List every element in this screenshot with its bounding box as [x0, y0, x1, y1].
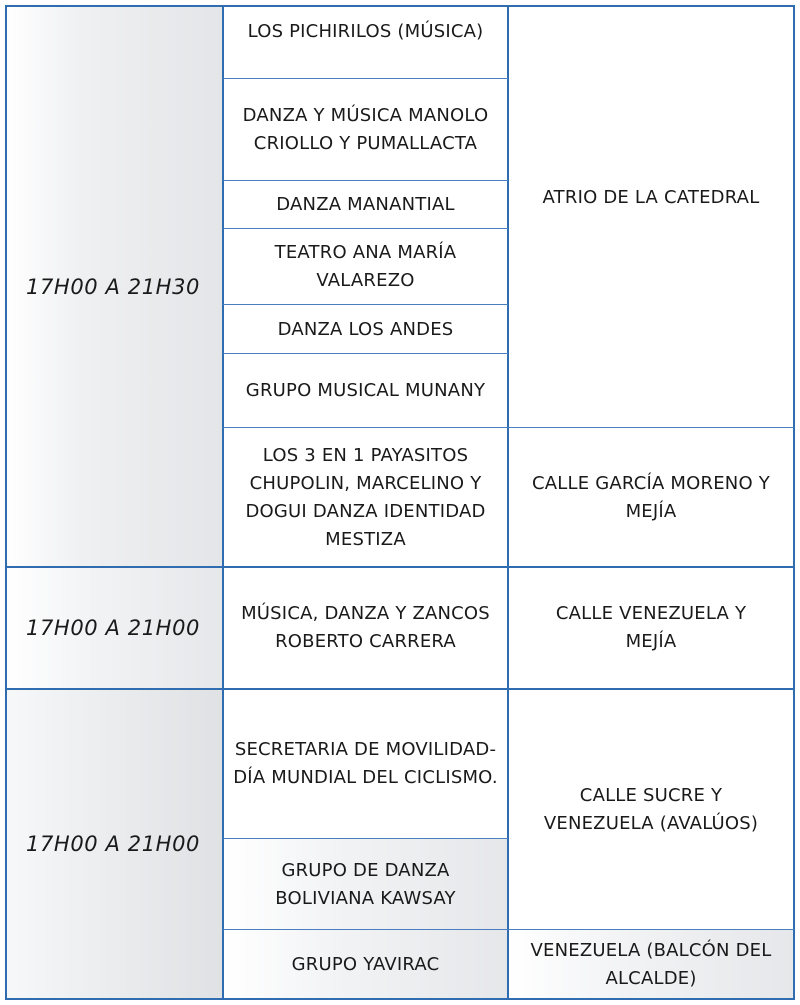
- time-label: 17H00 A 21H00: [26, 832, 200, 856]
- activity-label: GRUPO YAVIRAC: [291, 953, 440, 975]
- activity-label: TEATRO ANA MARÍA VALAREZO: [274, 242, 457, 291]
- activity-cell: [223, 6, 508, 79]
- time-label: 17H00 A 21H30: [26, 274, 200, 299]
- activity-cell: [223, 567, 508, 689]
- activity-cell: [223, 354, 508, 428]
- activity-label: GRUPO DE DANZA BOLIVIANA KAWSAY: [275, 859, 456, 909]
- activity-cell: [223, 428, 508, 567]
- location-label: CALLE SUCRE Y VENEZUELA (AVALÚOS): [543, 784, 759, 834]
- location-cell: [508, 428, 794, 567]
- row-divider: [223, 838, 508, 839]
- location-label: CALLE GARCÍA MORENO Y MEJÍA: [532, 472, 770, 522]
- time-cell: [6, 567, 223, 689]
- row-divider: [223, 78, 508, 79]
- location-label: VENEZUELA (BALCÓN DEL ALCALDE): [530, 939, 772, 989]
- activity-label: LOS 3 EN 1 PAYASITOS CHUPOLIN, MARCELINO Y DOGUI DANZA IDENTIDAD MESTIZA: [245, 444, 486, 550]
- row-divider: [223, 180, 508, 181]
- location-label: CALLE VENEZUELA Y MEJÍA: [555, 603, 747, 652]
- activity-label: DANZA MANANTIAL: [276, 194, 455, 215]
- row-divider: [223, 353, 508, 354]
- block-divider: [5, 566, 795, 568]
- table-border: [5, 998, 795, 1000]
- time-cell: [6, 6, 223, 567]
- activity-cell: [223, 305, 508, 354]
- block-divider: [5, 688, 795, 690]
- activity-cell: [223, 181, 508, 229]
- activity-label: GRUPO MUSICAL MUNANY: [245, 380, 486, 401]
- table-border: [793, 5, 795, 1000]
- time-cell: [6, 689, 223, 999]
- location-cell: [508, 6, 794, 428]
- activity-label: MÚSICA, DANZA Y ZANCOS ROBERTO CARRERA: [241, 603, 490, 652]
- activity-label: SECRETARIA DE MOVILIDAD- DÍA MUNDIAL DEL CICLISMO.: [233, 739, 498, 788]
- row-divider: [223, 427, 794, 428]
- activity-cell: [223, 79, 508, 181]
- table-border: [5, 5, 795, 7]
- table-border: [5, 5, 7, 1000]
- location-cell: [508, 930, 794, 999]
- location-cell: [508, 567, 794, 689]
- activity-cell: [223, 839, 508, 930]
- row-divider: [223, 304, 508, 305]
- activity-cell: [223, 689, 508, 839]
- activity-label: LOS PICHIRILOS (MÚSICA): [247, 21, 484, 42]
- location-cell: [508, 689, 794, 930]
- activity-cell: [223, 229, 508, 305]
- column-divider: [507, 5, 509, 1000]
- location-label: ATRIO DE LA CATEDRAL: [542, 187, 760, 208]
- activity-label: DANZA LOS ANDES: [277, 318, 454, 340]
- activity-cell: [223, 930, 508, 999]
- row-divider: [223, 228, 508, 229]
- row-divider: [223, 929, 794, 930]
- activity-label: DANZA Y MÚSICA MANOLO CRIOLLO Y PUMALLACTA: [242, 105, 489, 154]
- time-label: 17H00 A 21H00: [26, 616, 200, 640]
- column-divider: [222, 5, 224, 1000]
